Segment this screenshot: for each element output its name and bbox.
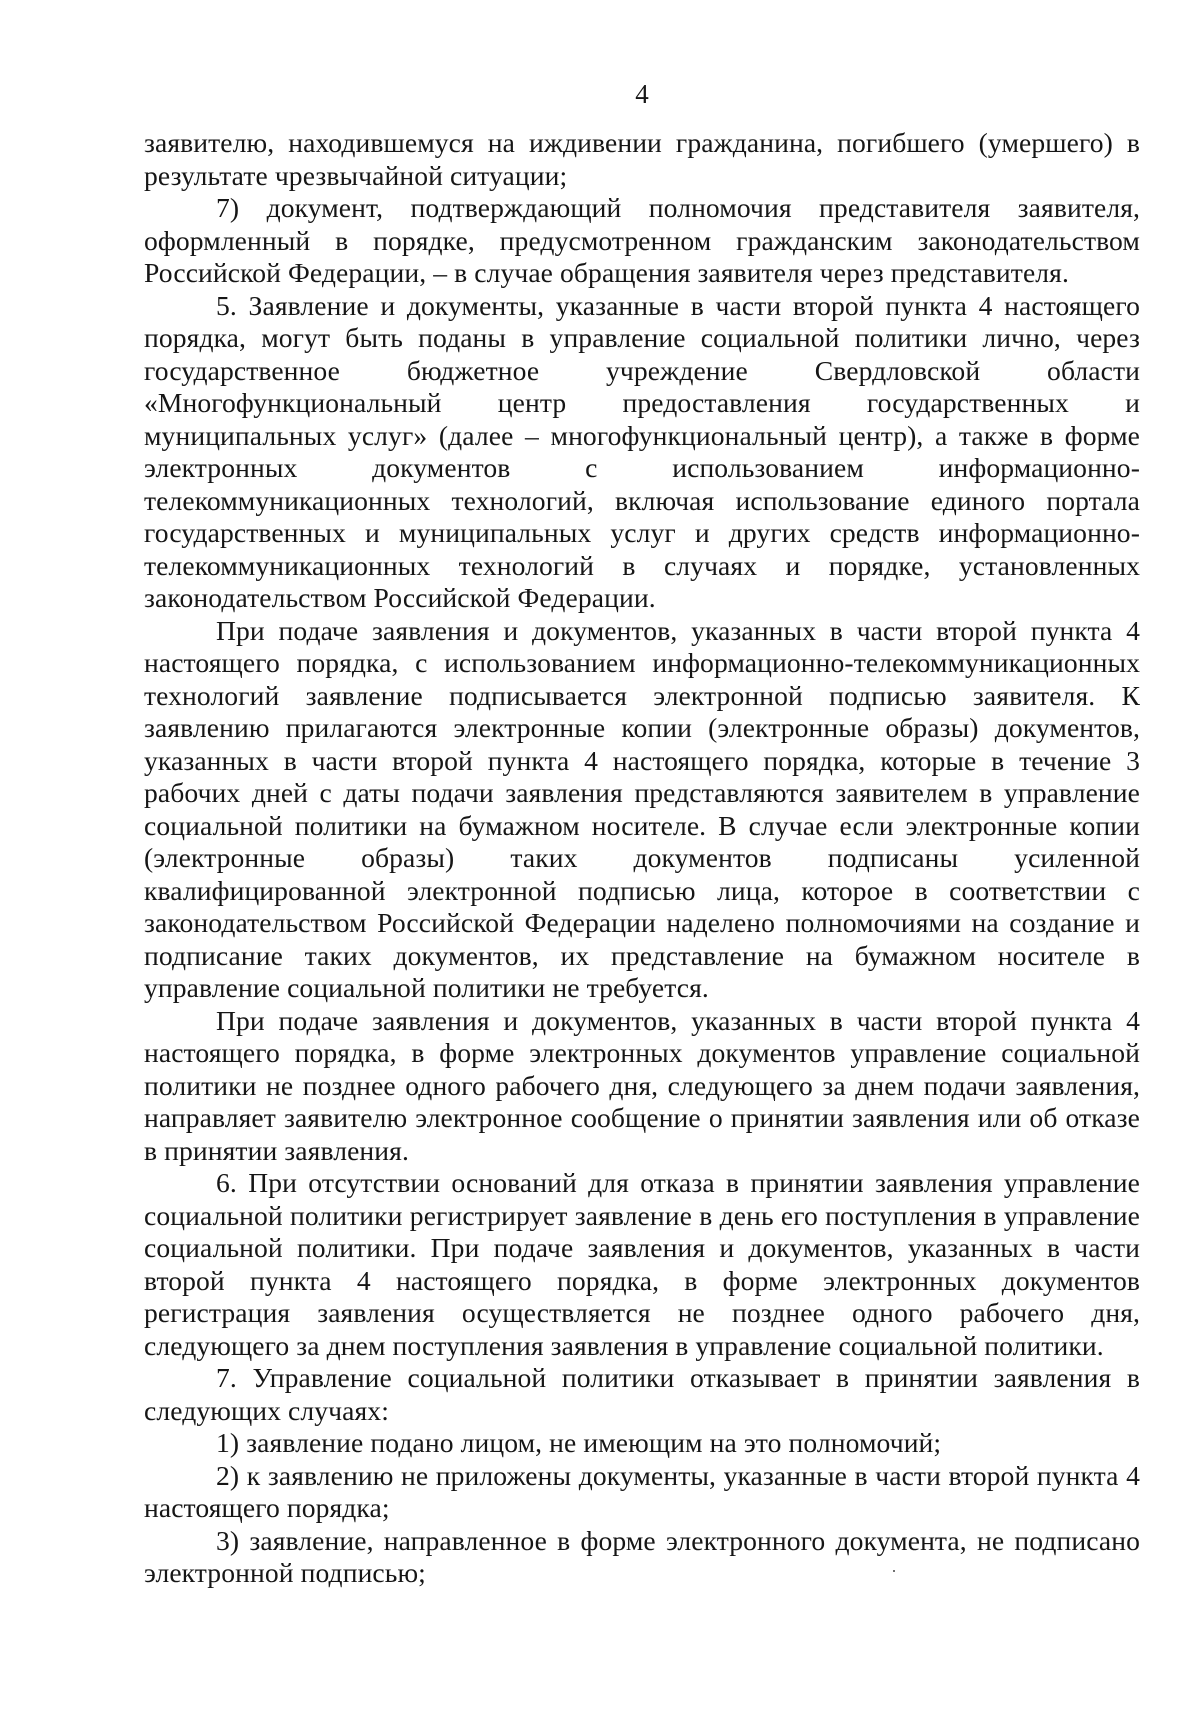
document-body	[144, 127, 1140, 1590]
paragraph-continuation: заявителю, находившемуся на иждивении гражданина, погибшего (умершего) в результате чрезвычайной ситуации;	[144, 127, 1140, 191]
paragraph-section-6: 6. При отсутствии оснований для отказа в принятии заявления управление социальной политики регистрирует заявление в день его поступления в управление социальной политики. При подаче заявления и документов, указанных в части второй пункта 4 настоящего порядка, в форме электронных документов регистрация заявления осуществляется не позднее одного рабочего дня, следующего за днем поступления заявления в управление социальной политики.	[144, 1167, 1140, 1361]
scan-artifact-dot	[893, 1570, 895, 1572]
paragraph-item-7-document: 7) документ, подтверждающий полномочия представителя заявителя, оформленный в порядке, предусмотренном гражданским законодательством Российской Федерации, – в случае обращения заявителя через представителя.	[144, 192, 1140, 288]
paragraph-section-5: 5. Заявление и документы, указанные в части второй пункта 4 настоящего порядка, могут быть поданы в управление социальной политики лично, через государственное бюджетное учреждение Свердловской области «Многофункциональный центр предоставления государственных и муниципальных услуг» (далее – многофункциональный центр), а также в форме электронных документов с использованием информационно-телекоммуникационных технологий, включая использование единого портала государственных и муниципальных услуг и других средств информационно-телекоммуникационных технологий в случаях и порядке, установленных законодательством Российской Федерации.	[144, 289, 1140, 613]
list-item-2: 2) к заявлению не приложены документы, указанные в части второй пункта 4 настоящего порядка;	[144, 1459, 1140, 1523]
paragraph-section-7: 7. Управление социальной политики отказывает в принятии заявления в следующих случаях:	[144, 1362, 1140, 1426]
paragraph-electronic-notification: При подаче заявления и документов, указанных в части второй пункта 4 настоящего порядка, в форме электронных документов управление социальной политики не позднее одного рабочего дня, следующего за днем подачи заявления, направляет заявителю электронное сообщение о принятии заявления или об отказе в принятии заявления.	[144, 1004, 1140, 1166]
list-item-1: 1) заявление подано лицом, не имеющим на это полномочий;	[216, 1427, 942, 1458]
page-number: 4	[635, 79, 649, 109]
paragraph-electronic-submission: При подаче заявления и документов, указанных в части второй пункта 4 настоящего порядка, с использованием информационно-телекоммуникационных технологий заявление подписывается электронной подписью заявителя. К заявлению прилагаются электронные копии (электронные образы) документов, указанных в части второй пункта 4 настоящего порядка, которые в течение 3 рабочих дней с даты подачи заявления представляются заявителем в управление социальной политики на бумажном носителе. В случае если электронные копии (электронные образы) таких документов подписаны усиленной квалифицированной электронной подписью лица, которое в соответствии с законодательством Российской Федерации наделено полномочиями на создание и подписание таких документов, их представление на бумажном носителе в управление социальной политики не требуется.	[144, 614, 1140, 1003]
list-item-3: 3) заявление, направленное в форме электронного документа, не подписано электронной подписью;	[144, 1524, 1140, 1588]
